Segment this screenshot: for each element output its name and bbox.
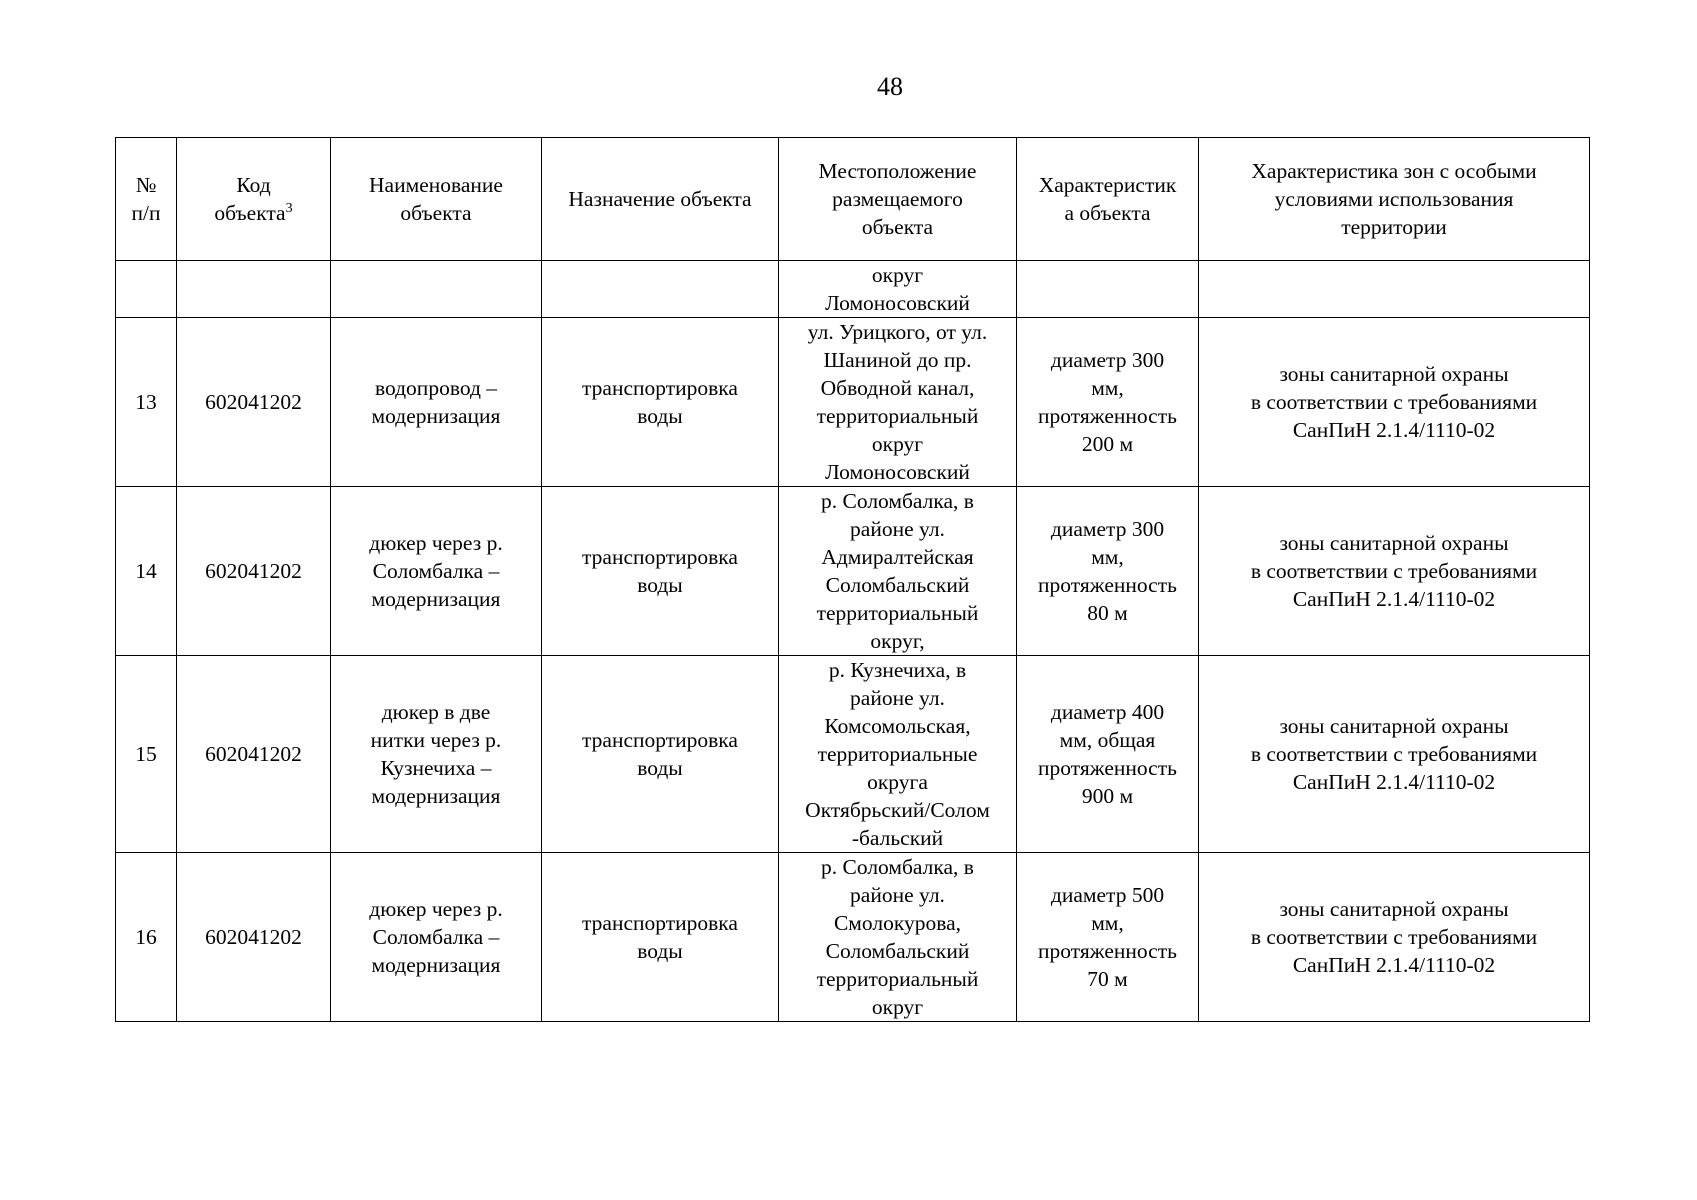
cell-characteristic: [1017, 261, 1199, 318]
cell-zones: [1199, 261, 1590, 318]
header-name: Наименование объекта: [331, 138, 542, 261]
header-characteristic: Характеристик а объекта: [1017, 138, 1199, 261]
table-row: [116, 318, 1590, 487]
header-code: [177, 138, 331, 261]
cell-zones: зоны санитарной охраны в соответствии с требованиями СанПиН 2.1.4/1110-02: [1199, 487, 1590, 656]
cell-name: [331, 261, 542, 318]
cell-code: 602041202: [177, 853, 331, 1022]
cell-num: 15: [116, 656, 177, 853]
cell-characteristic: диаметр 400 мм, общая протяженность 900 м: [1017, 656, 1199, 853]
header-purpose: Назначение объекта: [542, 138, 779, 261]
header-num: № п/п: [116, 138, 177, 261]
cell-location: р. Кузнечиха, в районе ул. Комсомольская, территориальные округа Октябрьский/Солом -бальский: [779, 656, 1017, 853]
cell-purpose: транспортировка воды: [542, 853, 779, 1022]
cell-characteristic: диаметр 300 мм, протяженность 200 м: [1017, 318, 1199, 487]
table-row: [116, 853, 1590, 1022]
cell-name: дюкер через р. Соломбалка – модернизация: [331, 487, 542, 656]
cell-code: 602041202: [177, 318, 331, 487]
table-row: [116, 656, 1590, 853]
header-code-footnote: 3: [285, 200, 293, 216]
cell-characteristic: диаметр 500 мм, протяженность 70 м: [1017, 853, 1199, 1022]
cell-name: дюкер через р. Соломбалка – модернизация: [331, 853, 542, 1022]
cell-num: 13: [116, 318, 177, 487]
cell-purpose: [542, 261, 779, 318]
cell-name: дюкер в две нитки через р. Кузнечиха – модернизация: [331, 656, 542, 853]
objects-table: [115, 137, 1590, 1022]
cell-location: р. Соломбалка, в районе ул. Адмиралтейская Соломбальский территориальный округ,: [779, 487, 1017, 656]
table-row: [116, 487, 1590, 656]
cell-num: [116, 261, 177, 318]
cell-location: ул. Урицкого, от ул. Шаниной до пр. Обводной канал, территориальный округ Ломоносовский: [779, 318, 1017, 487]
cell-zones: зоны санитарной охраны в соответствии с требованиями СанПиН 2.1.4/1110-02: [1199, 853, 1590, 1022]
cell-code: 602041202: [177, 487, 331, 656]
table-header-row: [116, 138, 1590, 261]
cell-num: 14: [116, 487, 177, 656]
cell-code: 602041202: [177, 656, 331, 853]
cell-purpose: транспортировка воды: [542, 656, 779, 853]
cell-code: [177, 261, 331, 318]
cell-zones: зоны санитарной охраны в соответствии с требованиями СанПиН 2.1.4/1110-02: [1199, 318, 1590, 487]
cell-location: р. Соломбалка, в районе ул. Смолокурова, Соломбальский территориальный округ: [779, 853, 1017, 1022]
header-zones: Характеристика зон с особыми условиями использования территории: [1199, 138, 1590, 261]
cell-purpose: транспортировка воды: [542, 487, 779, 656]
cell-location: округ Ломоносовский: [779, 261, 1017, 318]
cell-purpose: транспортировка воды: [542, 318, 779, 487]
header-location: Местоположение размещаемого объекта: [779, 138, 1017, 261]
cell-zones: зоны санитарной охраны в соответствии с требованиями СанПиН 2.1.4/1110-02: [1199, 656, 1590, 853]
cell-name: водопровод – модернизация: [331, 318, 542, 487]
header-code-text: Код объекта: [214, 173, 286, 225]
cell-characteristic: диаметр 300 мм, протяженность 80 м: [1017, 487, 1199, 656]
table-row-continuation: [116, 261, 1590, 318]
cell-num: 16: [116, 853, 177, 1022]
page-number: 48: [877, 72, 903, 101]
